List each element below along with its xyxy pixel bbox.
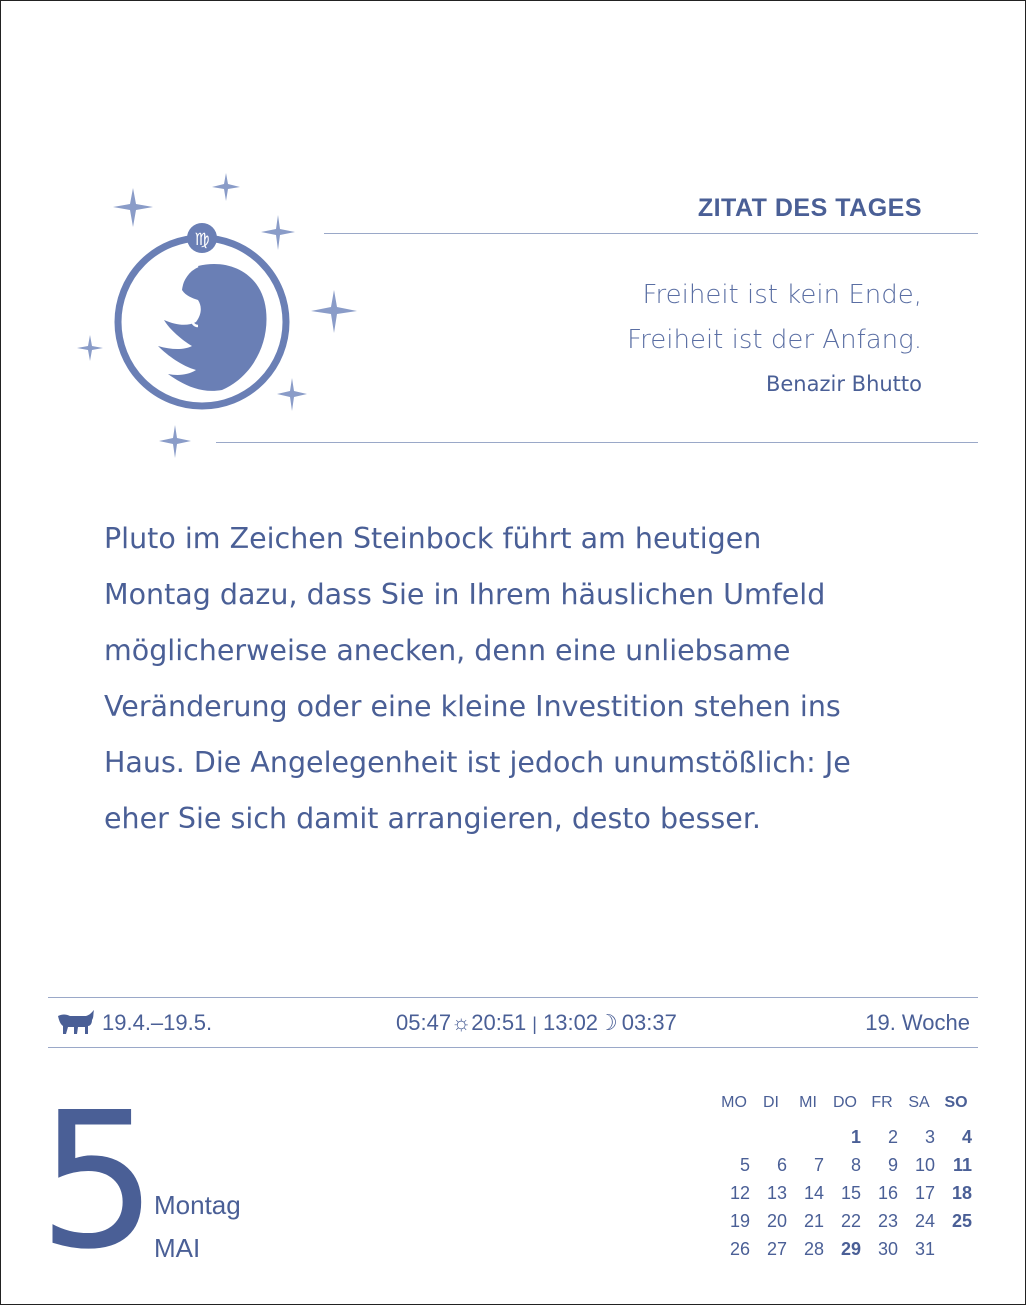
- calendar-day: 27: [766, 1239, 787, 1259]
- moon-icon: ☽: [598, 1010, 618, 1035]
- calendar-weekday-header: SA: [908, 1094, 930, 1111]
- quote-top-divider: [324, 233, 978, 234]
- calendar-day: 10: [914, 1155, 935, 1175]
- horoscope-line: Veränderung oder eine kleine Investition stehen ins: [104, 690, 841, 723]
- calendar-day: 9: [887, 1155, 898, 1175]
- calendar-day: 25: [951, 1211, 972, 1231]
- calendar-day: 14: [803, 1183, 824, 1203]
- horoscope-text: [104, 511, 944, 847]
- calendar-day: 24: [914, 1211, 935, 1231]
- calendar-day: 13: [766, 1183, 787, 1203]
- quote-heading: ZITAT DES TAGES: [697, 194, 922, 222]
- calendar-day: 18: [951, 1183, 972, 1203]
- calendar-day: 21: [803, 1211, 824, 1231]
- calendar-weekday-header: MO: [721, 1094, 747, 1111]
- sunset-time: 20:51: [471, 1010, 527, 1035]
- calendar-day: 11: [952, 1155, 972, 1175]
- calendar-day: 29: [840, 1239, 861, 1259]
- info-bar: [48, 998, 978, 1048]
- quote-text: [627, 273, 922, 363]
- calendar-day: 3: [924, 1127, 935, 1147]
- sunrise-time: 05:47: [396, 1010, 452, 1035]
- calendar-day: 7: [813, 1155, 824, 1175]
- separator: |: [532, 1014, 537, 1034]
- day-number: 5: [38, 1072, 158, 1291]
- horoscope-line: Haus. Die Angelegenheit ist jedoch unumstößlich: Je: [104, 746, 851, 779]
- calendar-day: 5: [739, 1155, 750, 1175]
- sign-date-range: 19.4.–19.5.: [102, 1010, 213, 1035]
- horoscope-line: Pluto im Zeichen Steinbock führt am heutigen: [104, 522, 762, 555]
- sun-icon: ☼: [451, 1010, 472, 1035]
- info-bar-bottom-divider: [48, 1047, 978, 1048]
- calendar-day: 17: [914, 1183, 935, 1203]
- calendar-day: 26: [729, 1239, 750, 1259]
- quote-author: Benazir Bhutto: [765, 372, 922, 396]
- calendar-day: 8: [850, 1155, 861, 1175]
- calendar-weekday-header: MI: [799, 1094, 817, 1111]
- calendar-day: 1: [850, 1127, 861, 1147]
- quote-line: Freiheit ist kein Ende,: [642, 280, 922, 310]
- quote-line: Freiheit ist der Anfang.: [627, 325, 922, 355]
- calendar-day: 20: [766, 1211, 787, 1231]
- taurus-bull-icon: [56, 1008, 96, 1036]
- calendar-day: 15: [840, 1183, 861, 1203]
- calendar-day: 12: [729, 1183, 750, 1203]
- calendar-weekday-header: DO: [833, 1094, 857, 1111]
- moonrise-time: 13:02: [542, 1010, 599, 1035]
- sun-moon-times: [396, 1010, 677, 1036]
- calendar-weekday-header: DI: [763, 1094, 779, 1111]
- calendar-day: 6: [776, 1155, 787, 1175]
- calendar-day: 22: [840, 1211, 861, 1231]
- calendar-day: 2: [887, 1127, 898, 1147]
- quote-bottom-divider: [216, 442, 978, 443]
- horoscope-line: eher Sie sich damit arrangieren, desto besser.: [104, 802, 761, 835]
- week-number: 19. Woche: [865, 1010, 970, 1035]
- calendar-day: 19: [729, 1211, 750, 1231]
- horoscope-line: möglicherweise anecken, denn eine unliebsame: [104, 634, 791, 667]
- moonset-time: 03:37: [621, 1010, 677, 1035]
- calendar-day: 30: [877, 1239, 898, 1259]
- weekday-label: Montag: [154, 1190, 241, 1220]
- calendar-day: 4: [961, 1127, 972, 1147]
- calendar-day: 16: [877, 1183, 898, 1203]
- calendar-weekday-header: FR: [871, 1094, 893, 1111]
- svg-text:♍: ♍: [194, 230, 210, 250]
- zodiac-illustration: [70, 170, 370, 470]
- calendar-day: 23: [877, 1211, 898, 1231]
- virgo-figure-icon: [158, 264, 267, 391]
- horoscope-line: Montag dazu, dass Sie in Ihrem häuslichen Umfeld: [104, 578, 826, 611]
- calendar-weekday-header: SO: [944, 1094, 968, 1111]
- calendar-day: 28: [803, 1239, 824, 1259]
- month-label: MAI: [154, 1233, 201, 1263]
- calendar-day: 31: [914, 1239, 935, 1259]
